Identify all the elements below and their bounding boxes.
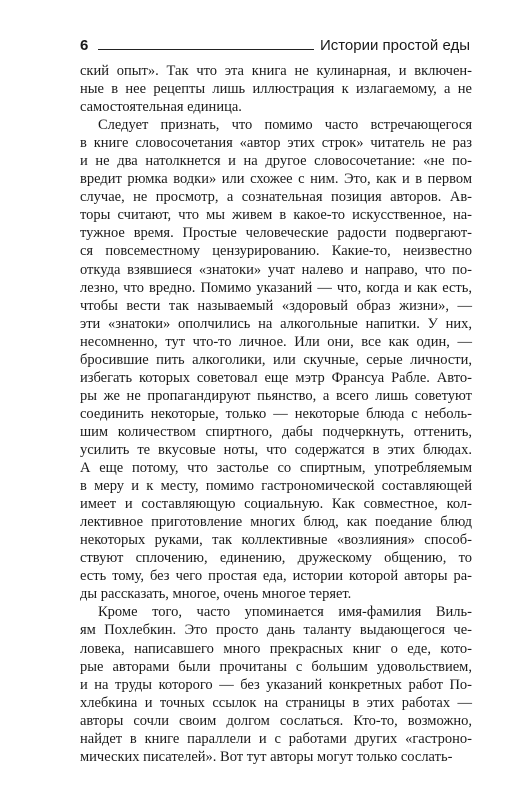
text-line: некоторых руками, так коллективные «возлияния» способ- <box>80 532 472 549</box>
text-line: ные в нее рецепты лишь иллюстрация к излагаемому, а не <box>80 81 472 98</box>
text-line: в меру и к месту, помимо гастрономической составляющей <box>80 478 472 495</box>
text-line: откуда взявшиеся «знатоки» учат налево и направо, что по- <box>80 261 472 278</box>
text-line: Следует признать, что помимо часто встречающегося <box>98 117 472 134</box>
text-line: случае, не просмотр, а сознательная позиция авторов. Ав- <box>80 189 472 206</box>
text-line: избегать которых советовал еще мэтр Франсуа Рабле. Авто- <box>80 369 472 386</box>
text-line: ский опыт». Так что эта книга не кулинарная, и включен- <box>80 63 472 79</box>
page-number: 6 <box>80 37 89 54</box>
text-line: и на труды которого — без указаний конкретных работ По- <box>80 676 472 693</box>
text-line: есть тому, без чего простая еда, истории которой авторы ра- <box>80 568 472 585</box>
paragraph <box>80 116 472 603</box>
text-line: и не два натолкнется и на другое словосочетание: «не по- <box>80 153 472 170</box>
text-line: в книге словосочетания «автор этих строк» читатель не раз <box>80 135 472 152</box>
text-line: соединить некоторые, только — некоторые блюда с неболь- <box>80 405 472 422</box>
header-rule <box>98 49 314 50</box>
text-line: шим количеством спиртного, дабы подчеркнуть, оттенить, <box>80 423 472 440</box>
text-line: ры же не пропагандируют пьянство, а всего лишь советуют <box>80 387 472 404</box>
text-line: рые авторами были прочитаны с большим удовольствием, <box>80 658 472 675</box>
text-line: бросившие пить алкоголики, или скучные, серые личности, <box>80 351 472 368</box>
body-text <box>80 62 472 766</box>
text-line: хлебкина и точных ссылок на страницы в этих работах — <box>80 694 472 711</box>
text-line: ды рассказать, многое, очень многое теряет. <box>80 586 352 603</box>
running-title: Истории простой еды <box>319 37 470 54</box>
text-line: ловека, написавшего много прекрасных книг о еде, кото- <box>80 640 472 657</box>
text-line: эти «знатоки» ополчились на алкогольные напитки. У них, <box>80 315 472 332</box>
text-line: усилить те вкусовые ноты, что содержатся в этих блюдах. <box>80 441 472 458</box>
page-header <box>80 35 470 53</box>
text-line: ям Похлебкин. Это просто дань таланту выдающегося че- <box>80 622 472 639</box>
text-line: лезно, что вредно. Помимо указаний — что, когда и как есть, <box>80 279 472 296</box>
text-line: тужное время. Простые человеческие радости подвергают- <box>80 225 472 242</box>
text-line: несомненно, тут что-то личное. Или они, все как один, — <box>80 333 472 350</box>
text-line: самостоятельная единица. <box>80 99 242 116</box>
text-line: А еще потому, что застолье со спиртным, употребляемым <box>80 460 472 477</box>
text-line: торы считают, что мы живем в какое-то искусственное, на- <box>80 207 472 224</box>
text-line: лективное приготовление многих блюд, как поедание блюд <box>80 514 472 531</box>
text-line: авторы сочли своим долгом сослаться. Кто-то, возможно, <box>80 712 472 729</box>
text-line: чтобы вести так называемый «здоровый образ жизни», — <box>80 297 472 314</box>
text-line: Кроме того, часто упоминается имя-фамилия Виль- <box>98 604 472 621</box>
text-line: мических писателей». Вот тут авторы могут только сослать- <box>80 748 453 765</box>
paragraph <box>80 62 472 116</box>
paragraph <box>80 603 472 765</box>
text-line: имеет и составляющую социальную. Как совместное, кол- <box>80 496 472 513</box>
text-line: найдет в книге параллели и с работами других «гастроно- <box>80 730 472 747</box>
text-line: вредит рюмка водки» или схожее с ним. Это, как и в первом <box>80 171 472 188</box>
text-line: ся повсеместному цензурированию. Какие-то, неизвестно <box>80 243 472 260</box>
text-line: ствуют сплочению, единению, дружескому общению, то <box>80 550 472 567</box>
